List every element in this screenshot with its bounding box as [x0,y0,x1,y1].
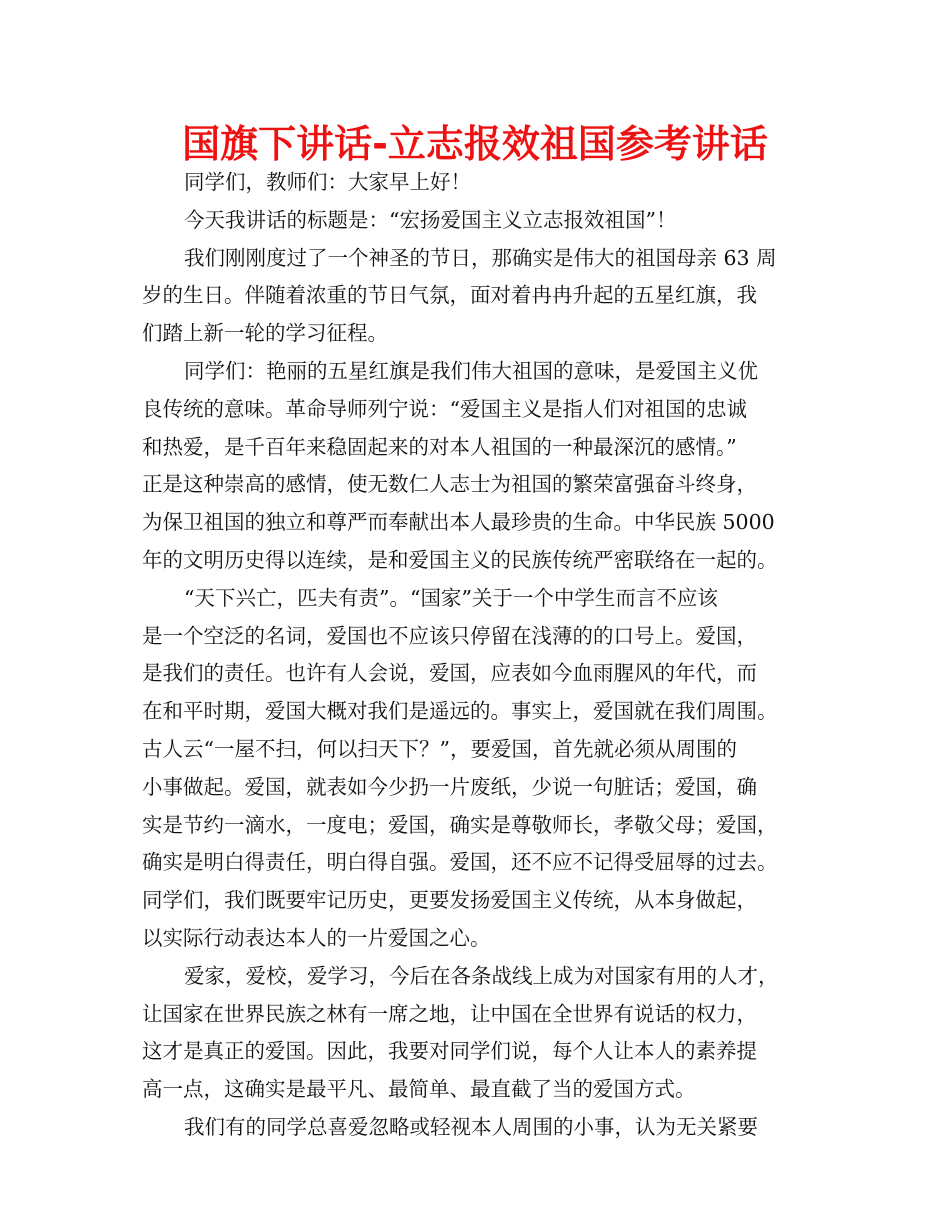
text-line: 们踏上新一轮的学习征程。 [142,321,388,346]
text-line: 我们有的同学总喜爱忽略或轻视本人周围的小事，认为无关紧要 [184,1114,758,1139]
document-body [142,164,832,1147]
text-line: “天下兴亡，匹夫有责”。“国家”关于一个中学生而言不应该 [184,585,718,610]
document-title: 国旗下讲话-立志报效祖国参考讲话 [182,122,768,166]
text-line: 这才是真正的爱国。因此，我要对同学们说，每个人让本人的素养提 [142,1039,757,1064]
text-line: 让国家在世界民族之林有一席之地，让中国在全世界有说话的权力， [142,1001,757,1026]
text-line: 确实是明白得责任，明白得自强。爱国，还不应不记得受屈辱的过去。 [142,850,778,875]
text-line: 为保卫祖国的独立和尊严而奉献出本人最珍贵的生命。中华民族 5000 [142,510,775,535]
text-line: 我们刚刚度过了一个神圣的节日，那确实是伟大的祖国母亲 63 周 [184,245,777,270]
text-line: 是我们的责任。也许有人会说，爱国，应表如今血雨腥风的年代，而 [142,661,757,686]
text-line: 和热爱，是千百年来稳固起来的对本人祖国的一种最深沉的感情。” [142,434,737,459]
text-line: 在和平时期，爱国大概对我们是遥远的。事实上，爱国就在我们周围。 [142,699,778,724]
text-line: 以实际行动表达本人的一片爱国之心。 [142,925,491,950]
text-line: 高一点，这确实是最平凡、最简单、最直截了当的爱国方式。 [142,1077,696,1102]
text-line: 小事做起。爱国，就表如今少扔一片废纸，少说一句脏话；爱国，确 [142,774,757,799]
text-line: 良传统的意味。革命导师列宁说：“爱国主义是指人们对祖国的忠诚 [142,396,747,421]
text-line: 年的文明历史得以连续，是和爱国主义的民族传统严密联络在一起的。 [142,547,778,572]
text-line: 同学们：艳丽的五星红旗是我们伟大祖国的意味，是爱国主义优 [184,358,758,383]
text-line: 今天我讲话的标题是：“宏扬爱国主义立志报效祖国”！ [184,207,677,232]
text-line: 爱家，爱校，爱学习，今后在各条战线上成为对国家有用的人才， [184,963,779,988]
text-line: 实是节约一滴水，一度电；爱国，确实是尊敬师长，孝敬父母；爱国， [142,812,778,837]
text-line: 古人云“一屋不扫，何以扫天下？”，要爱国，首先就必须从周围的 [142,736,737,761]
text-line: 是一个空泛的名词，爱国也不应该只停留在浅薄的的口号上。爱国， [142,623,757,648]
text-line: 岁的生日。伴随着浓重的节日气氛，面对着冉冉升起的五星红旗，我 [142,283,757,308]
text-line: 正是这种崇高的感情，使无数仁人志士为祖国的繁荣富强奋斗终身， [142,472,757,497]
text-line: 同学们，我们既要牢记历史，更要发扬爱国主义传统，从本身做起， [142,888,757,913]
text-line: 同学们，教师们：大家早上好！ [184,170,471,194]
